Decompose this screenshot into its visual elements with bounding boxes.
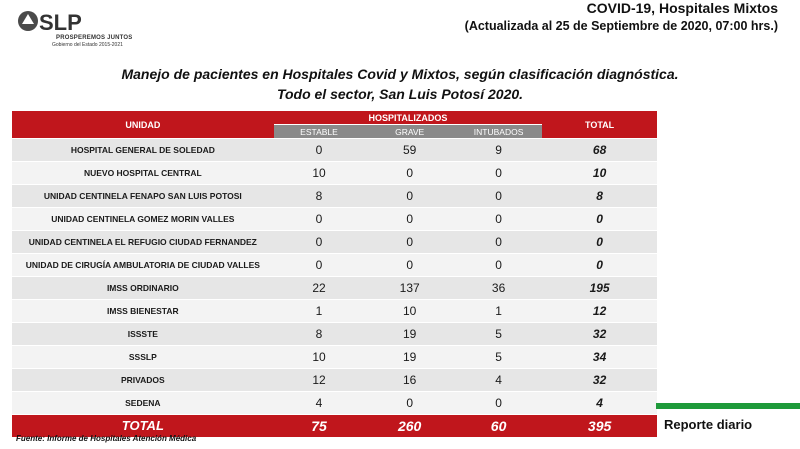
grave-value: 19 — [364, 323, 455, 345]
table-row — [12, 277, 657, 299]
table-row — [12, 208, 657, 230]
total-value: 32 — [542, 323, 657, 345]
unit-name: SSSLP — [12, 346, 274, 368]
col-header-total: TOTAL — [542, 111, 657, 138]
green-accent-bar — [656, 403, 800, 409]
intubados-value: 9 — [455, 139, 542, 161]
intubados-value: 0 — [455, 392, 542, 414]
grave-value: 137 — [364, 277, 455, 299]
total-value: 4 — [542, 392, 657, 414]
estable-value: 8 — [274, 185, 365, 207]
estable-value: 10 — [274, 162, 365, 184]
table-row — [12, 323, 657, 345]
totals-label: TOTAL — [12, 415, 274, 437]
table-row — [12, 369, 657, 391]
estable-value: 0 — [274, 254, 365, 276]
slp-logo-icon — [16, 8, 146, 36]
total-value: 8 — [542, 185, 657, 207]
table-row — [12, 254, 657, 276]
estable-value: 12 — [274, 369, 365, 391]
col-header-estable: ESTABLE — [274, 125, 365, 138]
total-value: 12 — [542, 300, 657, 322]
total-estable: 75 — [274, 415, 365, 437]
total-value: 34 — [542, 346, 657, 368]
logo-subline: Gobierno del Estado 2015-2021 — [52, 42, 123, 48]
intubados-value: 5 — [455, 323, 542, 345]
table-row — [12, 346, 657, 368]
intubados-value: 0 — [455, 254, 542, 276]
table-row — [12, 185, 657, 207]
grave-value: 19 — [364, 346, 455, 368]
total-value: 32 — [542, 369, 657, 391]
slp-logo — [16, 8, 146, 50]
table-row — [12, 231, 657, 253]
grave-value: 0 — [364, 254, 455, 276]
estable-value: 8 — [274, 323, 365, 345]
grave-value: 0 — [364, 392, 455, 414]
total-value: 0 — [542, 208, 657, 230]
estable-value: 10 — [274, 346, 365, 368]
grave-value: 0 — [364, 162, 455, 184]
table-row — [12, 139, 657, 161]
unit-name: UNIDAD CENTINELA EL REFUGIO CIUDAD FERNANDEZ — [12, 231, 274, 253]
estable-value: 0 — [274, 139, 365, 161]
unit-name: NUEVO HOSPITAL CENTRAL — [12, 162, 274, 184]
intubados-value: 5 — [455, 346, 542, 368]
estable-value: 0 — [274, 231, 365, 253]
estable-value: 22 — [274, 277, 365, 299]
subtitle-line1: Manejo de pacientes en Hospitales Covid y Mixtos, según clasificación diagnóstica. — [121, 66, 679, 82]
grave-value: 16 — [364, 369, 455, 391]
col-header-unidad: UNIDAD — [12, 111, 274, 138]
page-title: COVID-19, Hospitales Mixtos — [586, 0, 778, 16]
intubados-value: 0 — [455, 231, 542, 253]
total-grave: 260 — [364, 415, 455, 437]
estable-value: 4 — [274, 392, 365, 414]
grave-value: 10 — [364, 300, 455, 322]
col-header-hospitalizados: HOSPITALIZADOS — [274, 111, 543, 124]
subtitle-line2: Todo el sector, San Luis Potosí 2020. — [276, 86, 524, 102]
total-value: 0 — [542, 231, 657, 253]
source-note: Fuente: Informe de Hospitales Atención Médica — [16, 434, 197, 443]
table-row — [12, 392, 657, 414]
table-row — [12, 162, 657, 184]
unit-name: ISSSTE — [12, 323, 274, 345]
grave-value: 59 — [364, 139, 455, 161]
total-value: 195 — [542, 277, 657, 299]
col-header-intubados: INTUBADOS — [455, 125, 542, 138]
intubados-value: 1 — [455, 300, 542, 322]
grave-value: 0 — [364, 185, 455, 207]
estable-value: 0 — [274, 208, 365, 230]
patients-table — [12, 110, 657, 438]
grave-value: 0 — [364, 208, 455, 230]
table-row — [12, 300, 657, 322]
unit-name: UNIDAD CENTINELA FENAPO SAN LUIS POTOSI — [12, 185, 274, 207]
total-value: 10 — [542, 162, 657, 184]
logo-tagline: PROSPEREMOS JUNTOS — [56, 35, 133, 41]
svg-text:SLP: SLP — [39, 10, 82, 35]
unit-name: PRIVADOS — [12, 369, 274, 391]
intubados-value: 36 — [455, 277, 542, 299]
unit-name: IMSS BIENESTAR — [12, 300, 274, 322]
unit-name: HOSPITAL GENERAL DE SOLEDAD — [12, 139, 274, 161]
unit-name: UNIDAD DE CIRUGÍA AMBULATORIA DE CIUDAD VALLES — [12, 254, 274, 276]
total-value: 0 — [542, 254, 657, 276]
unit-name: IMSS ORDINARIO — [12, 277, 274, 299]
total-value: 68 — [542, 139, 657, 161]
unit-name: SEDENA — [12, 392, 274, 414]
intubados-value: 0 — [455, 208, 542, 230]
intubados-value: 0 — [455, 185, 542, 207]
update-timestamp: (Actualizada al 25 de Septiembre de 2020, 07:00 hrs.) — [464, 19, 778, 33]
total-intubados: 60 — [455, 415, 542, 437]
intubados-value: 0 — [455, 162, 542, 184]
estable-value: 1 — [274, 300, 365, 322]
unit-name: UNIDAD CENTINELA GOMEZ MORIN VALLES — [12, 208, 274, 230]
intubados-value: 4 — [455, 369, 542, 391]
grave-value: 0 — [364, 231, 455, 253]
reporte-diario-label: Reporte diario — [664, 417, 753, 432]
grand-total: 395 — [542, 415, 657, 437]
col-header-grave: GRAVE — [364, 125, 455, 138]
